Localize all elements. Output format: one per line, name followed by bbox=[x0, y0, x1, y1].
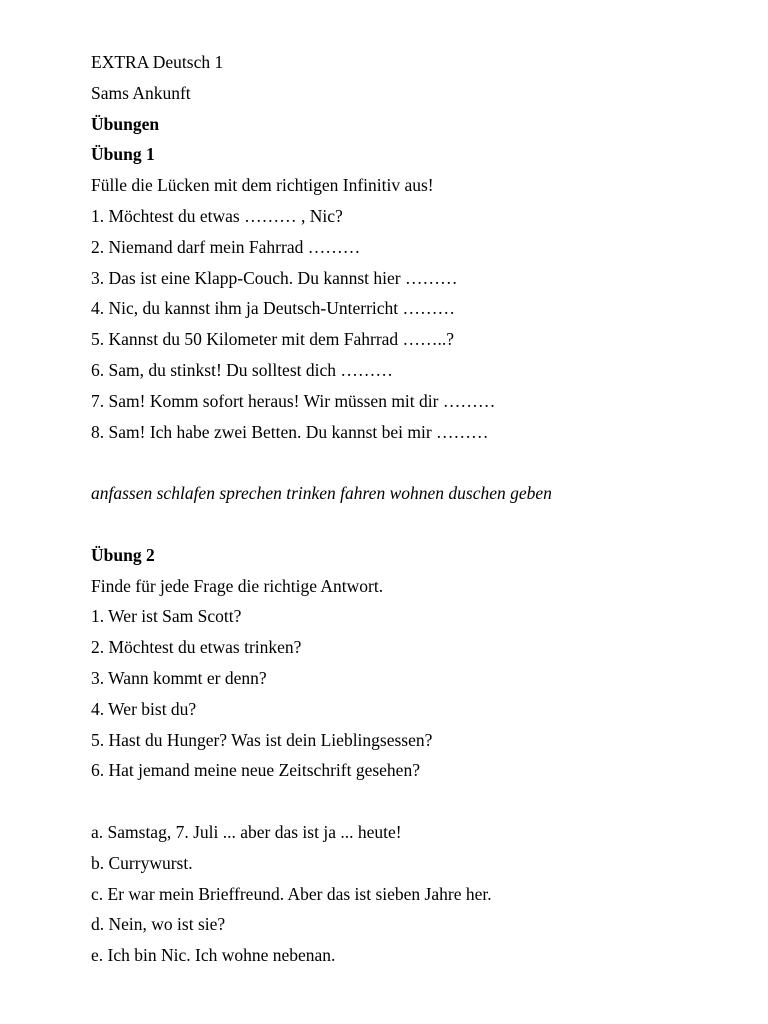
exercise-1-instruction: Fülle die Lücken mit dem richtigen Infinitiv aus! bbox=[91, 175, 434, 196]
question-item: 4. Wer bist du? bbox=[91, 698, 197, 719]
exercise-2-questions bbox=[91, 601, 731, 786]
question-item: 3. Wann kommt er denn? bbox=[91, 667, 267, 688]
question-item: 1. Wer ist Sam Scott? bbox=[91, 606, 242, 627]
spacer bbox=[91, 786, 731, 817]
exercise-1-item: 4. Nic, du kannst ihm ja Deutsch-Unterricht ……… bbox=[91, 298, 456, 319]
answer-item: c. Er war mein Brieffreund. Aber das ist sieben Jahre her. bbox=[91, 883, 492, 904]
exercise-2-answers bbox=[91, 817, 731, 971]
section-heading: Übungen bbox=[91, 113, 160, 134]
question-item: 6. Hat jemand meine neue Zeitschrift gesehen? bbox=[91, 760, 420, 781]
exercise-1-item: 2. Niemand darf mein Fahrrad ……… bbox=[91, 236, 361, 257]
exercise-1-item: 8. Sam! Ich habe zwei Betten. Du kannst bei mir ……… bbox=[91, 421, 489, 442]
exercise-2-instruction: Finde für jede Frage die richtige Antwort. bbox=[91, 575, 384, 596]
exercise-1-list bbox=[91, 201, 731, 447]
answer-item: e. Ich bin Nic. Ich wohne nebenan. bbox=[91, 945, 336, 966]
exercise-1-item: 6. Sam, du stinkst! Du solltest dich ……… bbox=[91, 359, 393, 380]
exercise-1-item: 7. Sam! Komm sofort heraus! Wir müssen mit dir ……… bbox=[91, 390, 496, 411]
worksheet-page bbox=[91, 47, 731, 971]
question-item: 5. Hast du Hunger? Was ist dein Lieblingsessen? bbox=[91, 729, 433, 750]
spacer bbox=[91, 447, 731, 478]
episode-title: Sams Ankunft bbox=[91, 82, 191, 103]
word-bank: anfassen schlafen sprechen trinken fahren wohnen duschen geben bbox=[91, 483, 552, 504]
question-item: 2. Möchtest du etwas trinken? bbox=[91, 637, 302, 658]
exercise-1-item: 5. Kannst du 50 Kilometer mit dem Fahrrad ……..? bbox=[91, 329, 455, 350]
course-title: EXTRA Deutsch 1 bbox=[91, 52, 224, 72]
exercise-1-item: 3. Das ist eine Klapp-Couch. Du kannst hier ……… bbox=[91, 267, 458, 288]
answer-item: b. Currywurst. bbox=[91, 852, 193, 873]
exercise-2-title: Übung 2 bbox=[91, 544, 155, 565]
exercise-1-title: Übung 1 bbox=[91, 144, 155, 165]
spacer bbox=[91, 509, 731, 540]
answer-item: a. Samstag, 7. Juli ... aber das ist ja ... heute! bbox=[91, 821, 402, 842]
exercise-1-item: 1. Möchtest du etwas ……… , Nic? bbox=[91, 205, 343, 226]
answer-item: d. Nein, wo ist sie? bbox=[91, 914, 226, 935]
